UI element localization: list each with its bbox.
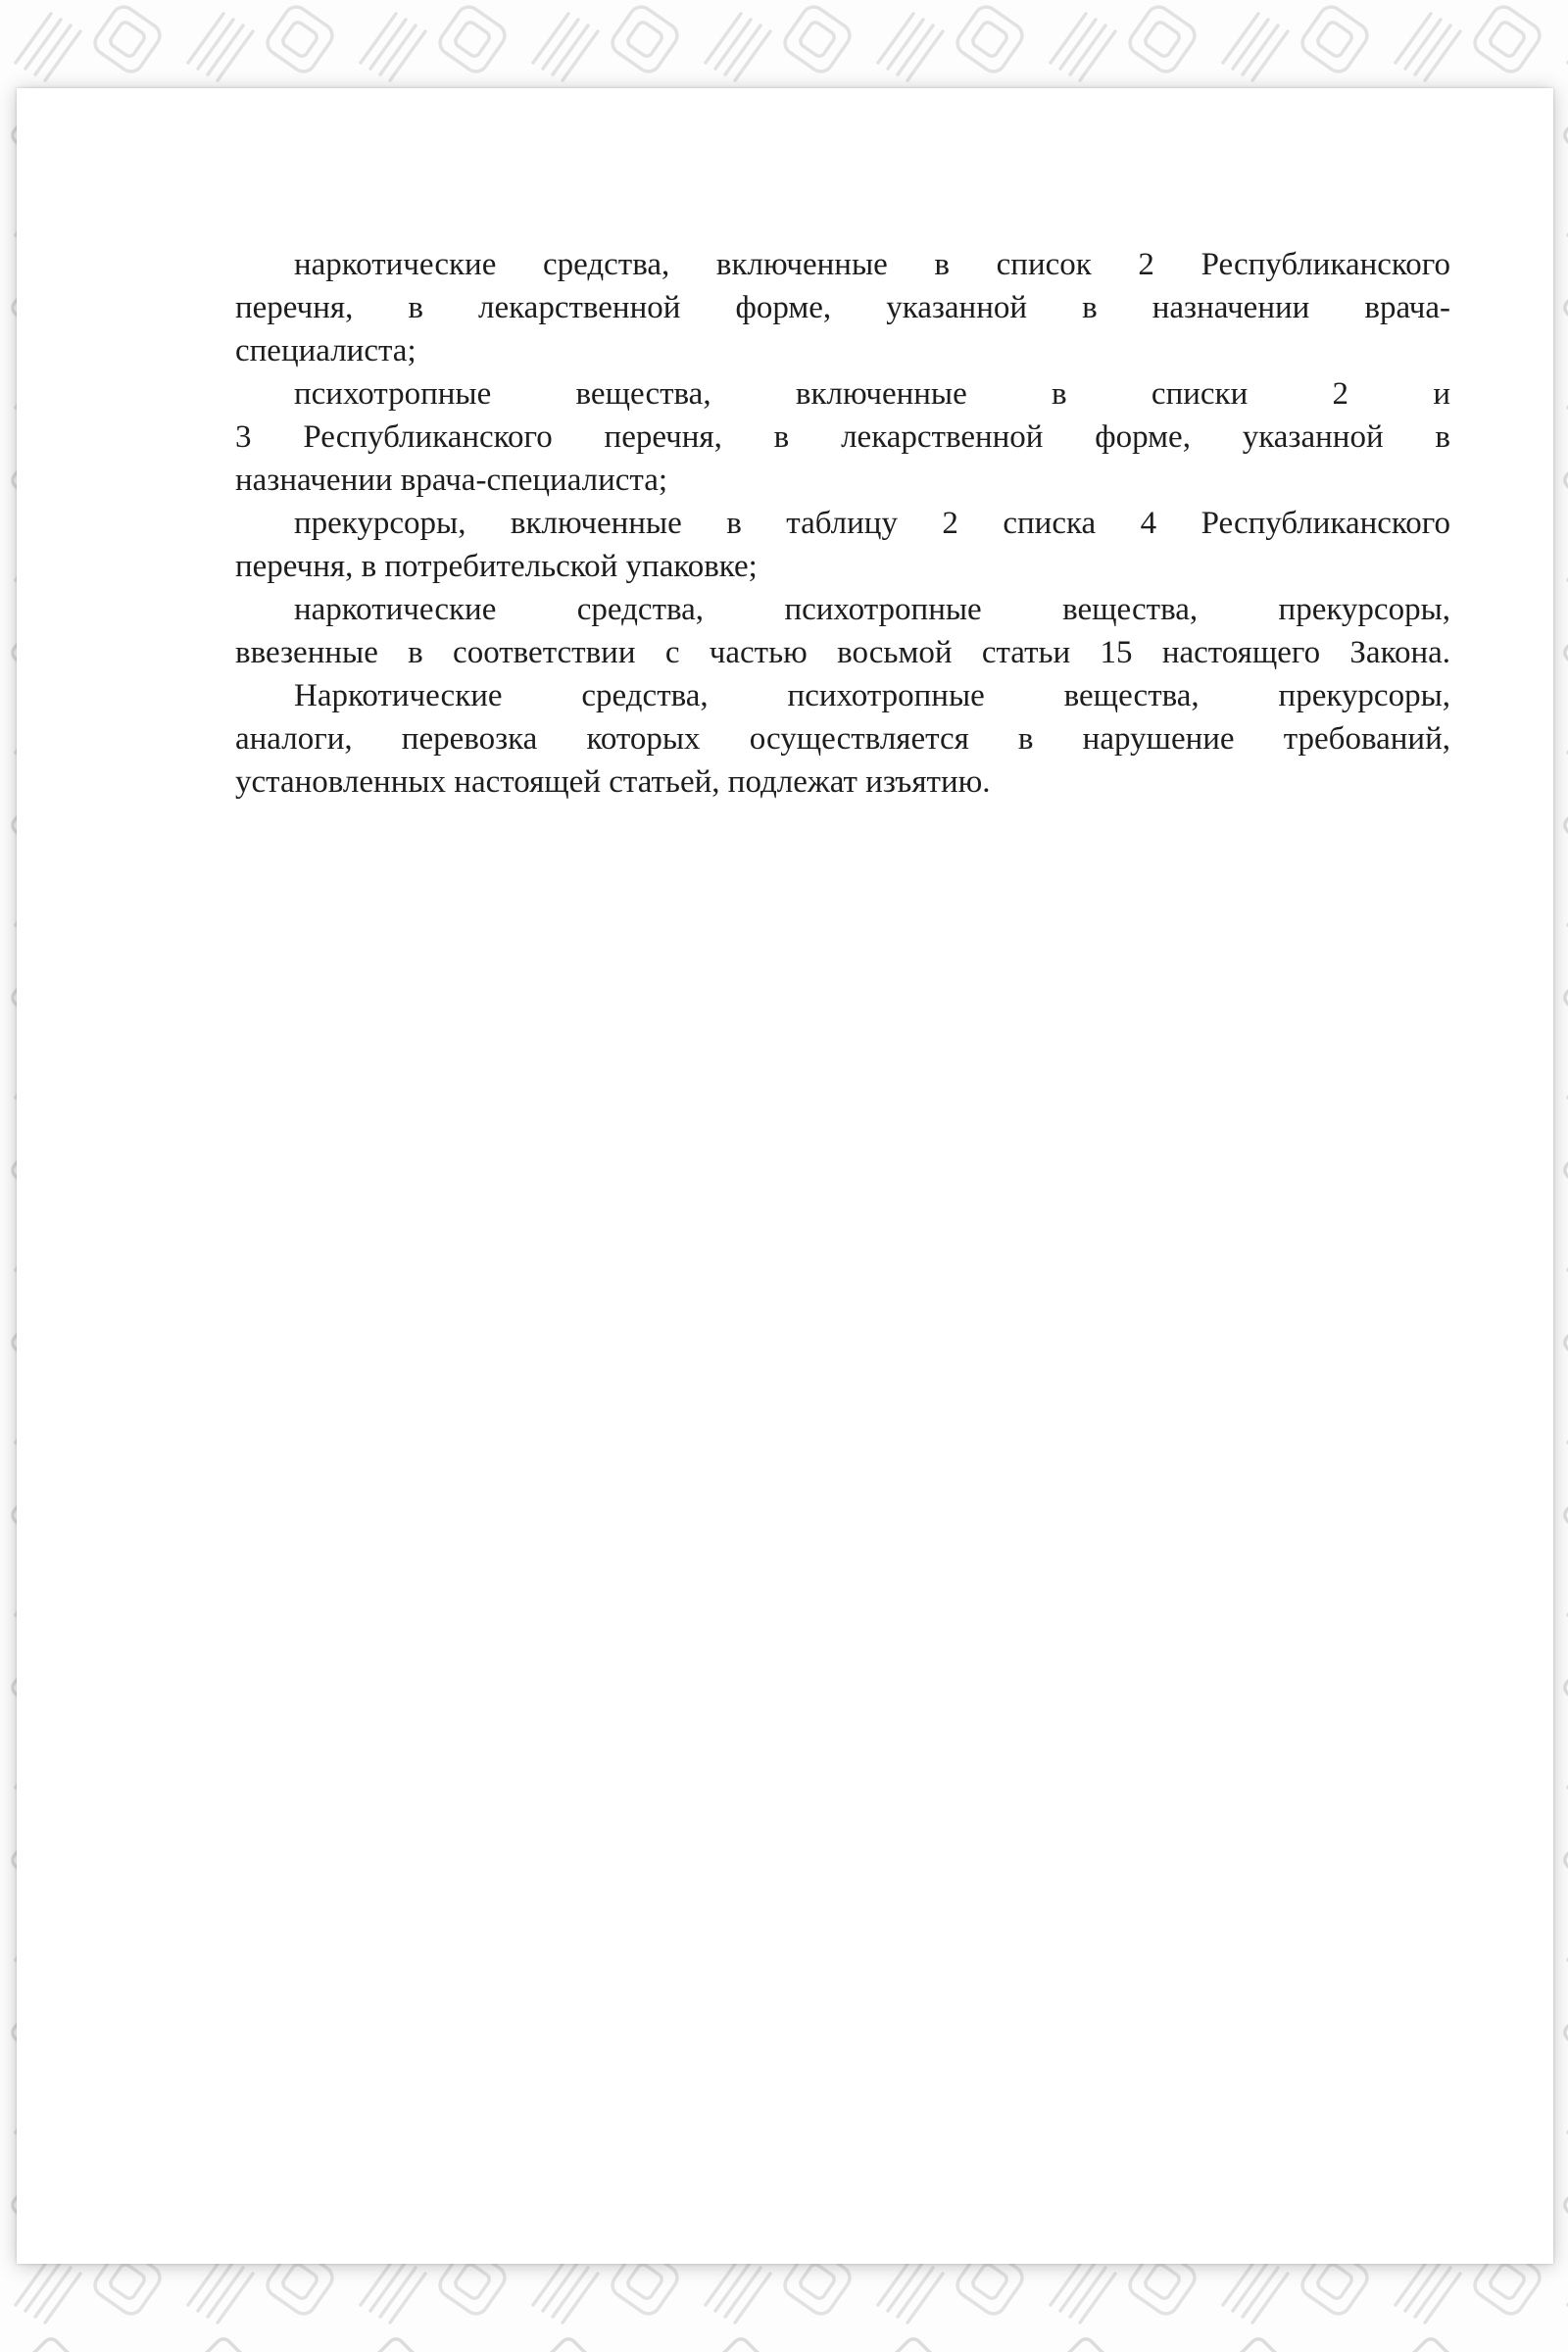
text-line: наркотические средства, психотропные вещества, прекурсоры, — [294, 592, 1450, 627]
text-line: установленных настоящей статьей, подлежат изъятию. — [235, 764, 991, 800]
text-line: психотропные вещества, включенные в списки 2 и — [294, 376, 1450, 412]
document-page — [17, 88, 1553, 2264]
text-line: 3 Республиканского перечня, в лекарственной форме, указанной в — [235, 419, 1450, 455]
text-line: Наркотические средства, психотропные вещества, прекурсоры, — [294, 678, 1450, 713]
text-line: наркотические средства, включенные в список 2 Республиканского — [294, 247, 1450, 282]
document-text-block — [235, 243, 1450, 804]
text-line: назначении врача-специалиста; — [235, 463, 668, 498]
text-line: перечня, в лекарственной форме, указанной в назначении врача- — [235, 290, 1450, 325]
text-line: ввезенные в соответствии с частью восьмой статьи 15 настоящего Закона. — [235, 635, 1450, 670]
text-line: прекурсоры, включенные в таблицу 2 списка 4 Республиканского — [294, 506, 1450, 541]
text-line: специалиста; — [235, 333, 416, 368]
text-line: аналоги, перевозка которых осуществляется в нарушение требований, — [235, 721, 1450, 757]
text-line: перечня, в потребительской упаковке; — [235, 549, 758, 584]
